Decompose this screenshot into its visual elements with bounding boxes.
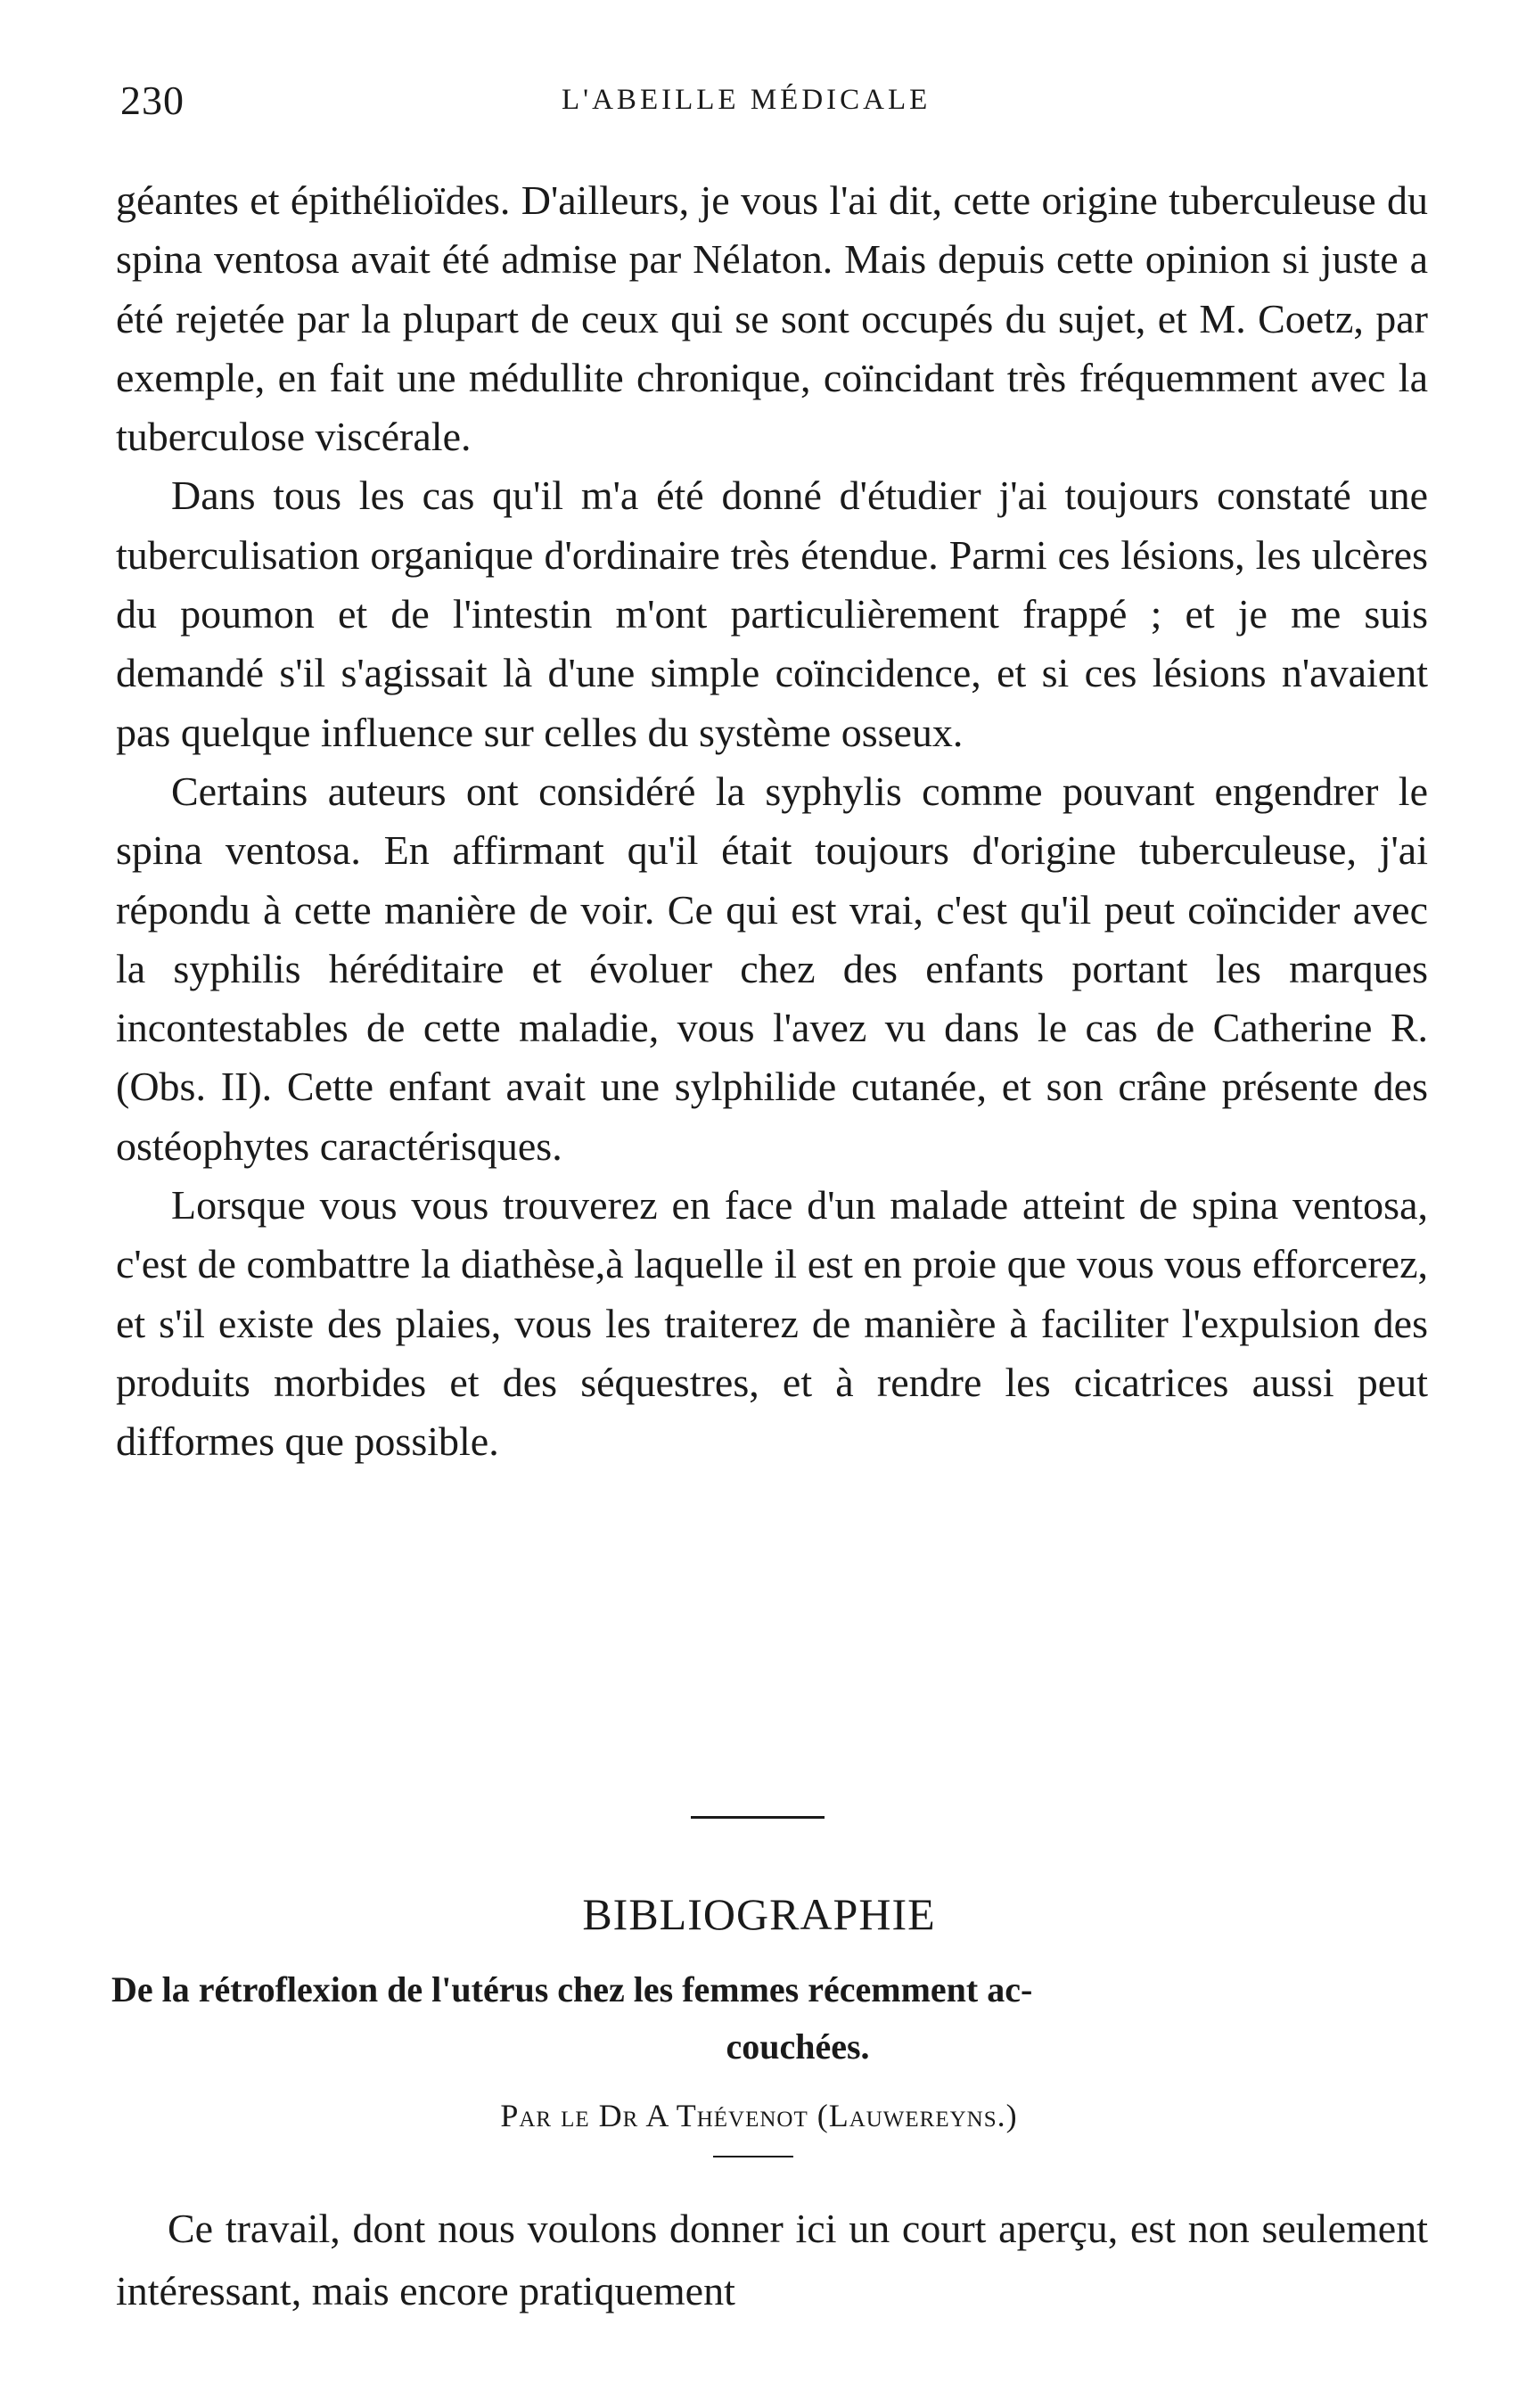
article-title (111, 1961, 1431, 2075)
review-intro (116, 2198, 1428, 2322)
paragraph-2: Dans tous les cas qu'il m'a été donné d'étudier j'ai toujours constaté une tuberculisation organique d'ordinaire très étendue. Parmi ces lésions, les ulcères du poumon et de l'intestin m'ont particulièrement frappé ; et je me suis demandé s'il s'agissait là d'une simple coïncidence, et si ces lésions n'avaient pas quelque influence sur celles du système osseux. (116, 473, 1428, 755)
section-title: BIBLIOGRAPHIE (582, 1889, 936, 1939)
section-divider (691, 1816, 825, 1819)
body-text (116, 171, 1428, 1472)
paragraph-3: Certains auteurs ont considéré la syphylis comme pouvant engendrer le spina ventosa. En affirmant qu'il était toujours d'origine tuberculeuse, j'ai répondu à cette manière de voir. Ce qui est vrai, c'est qu'il peut coïncider avec la syphilis héréditaire et évoluer chez des enfants portant les marques incontestables de cette maladie, vous l'avez vu dans le cas de Catherine R. (Obs. II). Cette enfant avait une sylphilide cutanée, et son crâne présente des ostéophytes caractérisques. (116, 768, 1428, 1169)
article-title-line-1: De la rétroflexion de l'utérus chez les femmes récemment ac- (111, 1969, 1033, 2009)
paragraph-1: géantes et épithélioïdes. D'ailleurs, je vous l'ai dit, cette origine tuberculeuse du spina ventosa avait été admise par Nélaton. Mais depuis cette opinion si juste a été rejetée par la plupart de ceux qui se sont occupés du sujet, et M. Coetz, par exemple, en fait une médullite chronique, coïncidant très fréquemment avec la tuberculose viscérale. (116, 177, 1428, 460)
page-number: 230 (120, 78, 185, 123)
running-head (120, 77, 1422, 130)
paragraph-4: Lorsque vous vous trouverez en face d'un malade atteint de spina ventosa, c'est de combattre la diathèse,à laquelle il est en proie que vous vous efforcerez, et s'il existe des plaies, vous les traiterez de manière à faciliter l'expulsion des produits morbides et des séquestres, et à rendre les cicatrices aussi peut difformes que possible. (116, 1182, 1428, 1465)
article-title-line-2: couchées. (726, 2026, 870, 2067)
review-intro-paragraph: Ce travail, dont nous voulons donner ici un court aperçu, est non seulement intéressant, mais encore pratiquement (116, 2206, 1428, 2313)
article-byline: Par le Dr A Thévenot (Lauwereyns.) (500, 2098, 1018, 2133)
byline-divider (713, 2156, 793, 2157)
journal-title: L'ABEILLE MÉDICALE (562, 84, 931, 116)
